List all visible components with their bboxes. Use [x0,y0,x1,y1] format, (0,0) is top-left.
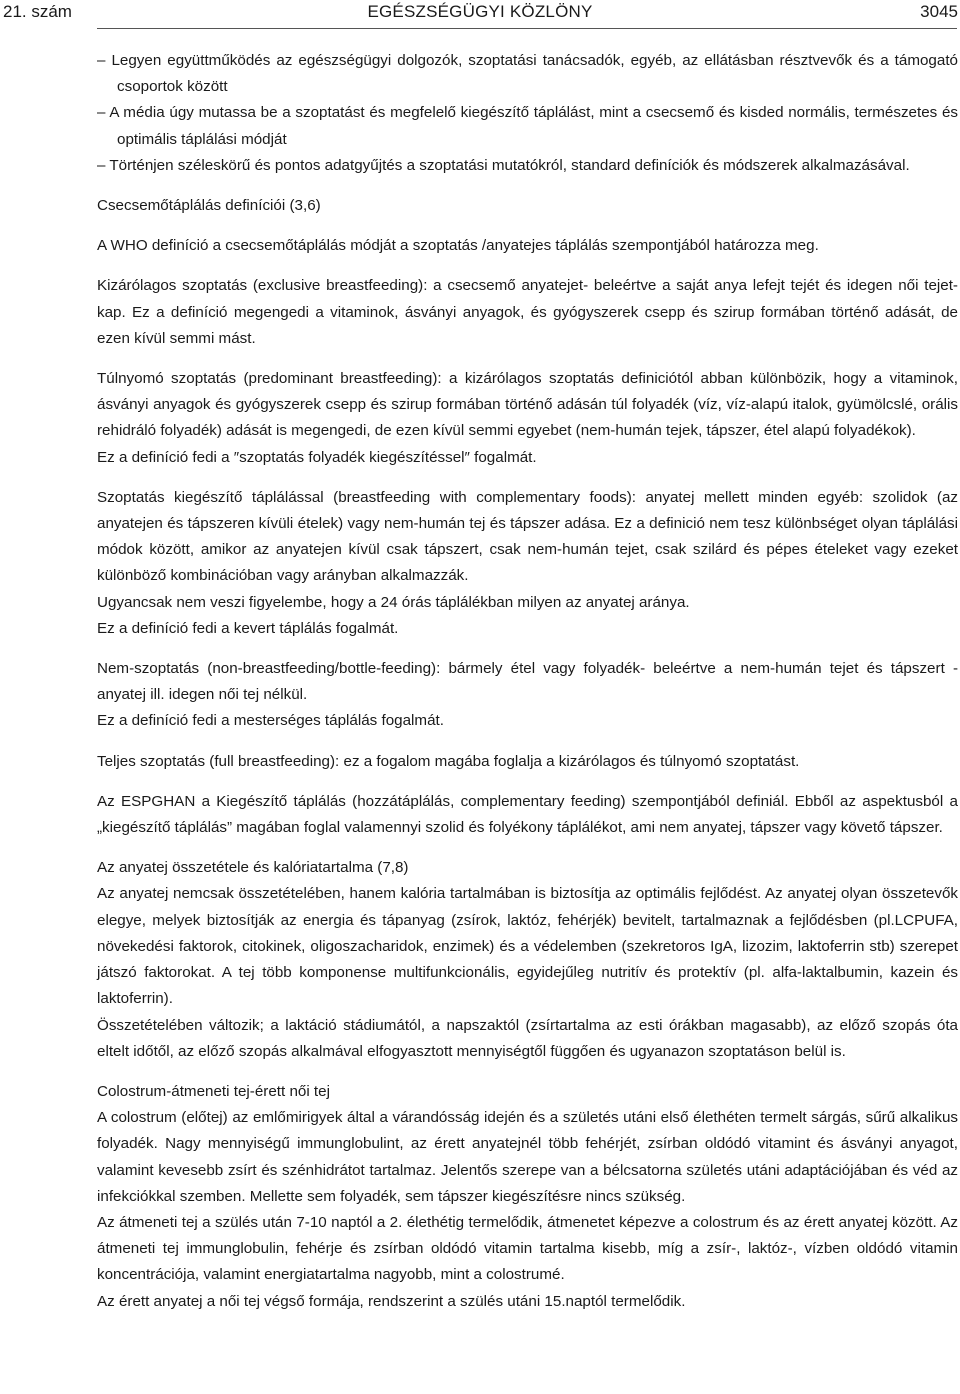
paragraph-mature-milk: Az érett anyatej a női tej végső formája, rendszerint a szülés utáni 15.naptól termelődik. [97,1292,686,1310]
section-heading-colostrum: Colostrum-átmeneti tej-érett női tej [97,1082,330,1100]
paragraph-colostrum: A colostrum (előtej) az emlőmirigyek által a várandósság idején és a születés utáni első élethéten termelt sárgás, sűrű alkalikus folyadék. Nagy mennyiségű immunglobulint, az érett anyatejnél több fehérjét, zsírban oldódó vitamint és ásványi anyagot, valamint kevesebb zsírt és szénhidrátot tartalmaz. Jelentős szerepe van a bélcsatorna születés utáni adaptációjában és véd az infekciókkal szemben. Mellette sem folyadék, sem tápszer kiegészítésre nincs szükség. [97,1109,958,1205]
paragraph-composition-variation: Összetételében változik; a laktáció stádiumától, a napszaktól (zsírtartalma az esti órákban magasabb), az előző szopás óta eltelt időtől, az előző szopás alkalmával elfogyasztott mennyiségtől függően és ugyanazon szoptatáson belül is. [97,1016,958,1060]
page-header [0,0,960,26]
paragraph-predominant: Túlnyomó szoptatás (predominant breastfeeding): a kizárólagos szoptatás definiciótól abban különbözik, hogy a vitaminok, ásványi anyagok és gyógyszerek csepp és szirup formában történő adásán túl folyadék (víz, víz-alapú italok, gyümölcslé, orális rehidráló folyadék) adását is megengedi, de ezen kívül semmi egyebet (nem-humán tejek, tápszer, étel alapú folyadékok). [97,370,958,440]
journal-title: EGÉSZSÉGÜGYI KÖZLÖNY [367,2,593,21]
paragraph-composition: Az anyatej nemcsak összetételében, hanem kalória tartalmában is biztosítja az optimális fejlődést. Az anyatej olyan összetevők elegye, melyek biztosítják az energia és tápanyag (zsírok, laktóz, fehérjék) bevitelt, tartalmaznak a fejlődésben (pl.LCPUFA, növekedési faktorok, citokinek, oligoszacharidok, enzimek) és a védelemben (szekretoros IgA, lizozim, laktoferrin stb) szerepet játszó faktorokat. A tej több komponense multifunkcionális, egyidejűleg nutritív és protektív (pl. alfa-laktalbumin, kazein és laktoferrin). [97,885,958,1008]
paragraph-exclusive: Kizárólagos szoptatás (exclusive breastfeeding): a csecsemő anyatejet- beleértve a saját anya lefejt tejét és idegen női tejet- kap. Ez a definíció megengedi a vitaminok, ásványi anyagok, és gyógyszerek csepp és szirup formában történő adását, de ezen kívül semmi mást. [97,277,958,347]
paragraph-predominant-note: Ez a definíció fedi a ″szoptatás folyadék kiegészítéssel″ fogalmát. [97,448,537,466]
bullet-item: – Legyen együttműködés az egészségügyi dolgozók, szoptatási tanácsadók, egyéb, az ellátásban résztvevők és a támogató csoportok között [97,52,958,96]
article-body [97,48,958,1315]
header-divider [97,28,957,29]
paragraph-non-breastfeeding: Nem-szoptatás (non-breastfeeding/bottle-feeding): bármely étel vagy folyadék- beleértve a nem-humán tejet és tápszert - anyatej ill. idegen női tej nélkül. [97,660,958,704]
section-heading-definitions: Csecsemőtáplálás definíciói (3,6) [97,197,321,215]
page-number: 3045 [920,2,958,21]
bullet-item: – A média úgy mutassa be a szoptatást és megfelelő kiegészítő táplálást, mint a csecsemő és kisded normális, természetes és optimális táplálási módját [97,104,958,148]
paragraph-transitional-milk: Az átmeneti tej a szülés után 7-10 naptól a 2. élethétig termelődik, átmenetet képezve a colostrum és az érett anyatej között. Az átmeneti tej immunglobulin, fehérje és zsírban oldódó vitamin tartalma kisebb, míg a zsír-, laktóz-, vízben oldódó vitamin koncentrációja, valamint energiatartalma nagyobb, mint a colostrumé. [97,1213,958,1284]
paragraph-non-breastfeeding-note: Ez a definíció fedi a mesterséges táplálás fogalmát. [97,712,444,730]
paragraph-full: Teljes szoptatás (full breastfeeding): ez a fogalom magába foglalja a kizárólagos és túlnyomó szoptatást. [97,752,800,770]
bullet-item: – Történjen széleskörű és pontos adatgyűjtés a szoptatási mutatókról, standard definíciók és módszerek alkalmazásával. [97,156,910,174]
paragraph-espghan: Az ESPGHAN a Kiegészítő táplálás (hozzátáplálás, complementary feeding) szempontjából definiál. Ebből az aspektusból a „kiegészítő táplálás” magában foglal valamennyi szolid és folyékony táplálékot, ami nem anyatej, tápszer vagy követő tápszer. [97,792,958,837]
paragraph-complementary: Szoptatás kiegészítő táplálással (breastfeeding with complementary foods): anyatej mellett minden egyéb: szolidok (az anyatejen és tápszeren kívüli ételek) vagy nem-humán tej és tápszer adása. Ez a definició nem tesz különbséget olyan táplálási módok között, amikor az anyatejen kívül csak tápszert, csak nem-humán tejet, csak szilárd és pépes ételeket vagy ezeket különböző kombinációban vagy arányban alkalmazzák. [97,488,958,585]
section-heading-composition: Az anyatej összetétele és kalóriatartalma (7,8) [97,859,409,877]
paragraph-complementary-note: Ugyancsak nem veszi figyelembe, hogy a 24 órás táplálékban milyen az anyatej aránya. [97,593,690,611]
paragraph-complementary-note-2: Ez a definíció fedi a kevert táplálás fogalmát. [97,619,399,637]
paragraph-who: A WHO definíció a csecsemőtáplálás módját a szoptatás /anyatejes táplálás szempontjából határozza meg. [97,237,819,255]
issue-number: 21. szám [3,2,72,21]
